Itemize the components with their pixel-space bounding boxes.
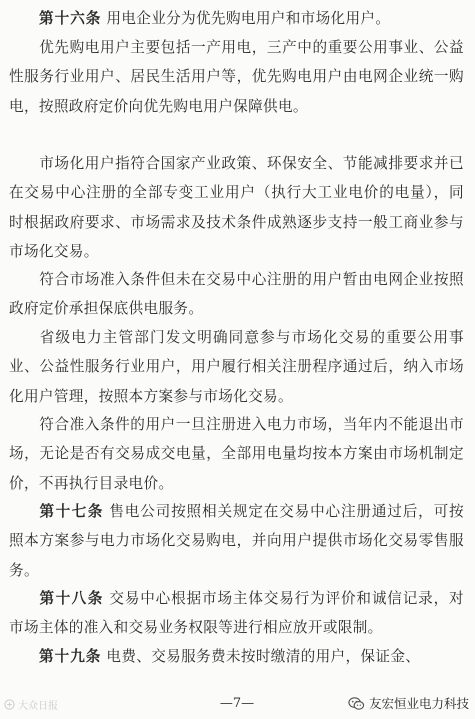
newspaper-logo-icon [4, 699, 15, 710]
paragraph-market-users [9, 149, 464, 266]
watermark-left-text: 大众日报 [18, 701, 58, 712]
paragraph-article-18 [9, 584, 464, 643]
wechat-logo-icon [348, 695, 365, 712]
paragraph-registered-users [9, 410, 464, 498]
article-number: 第十八条 [39, 590, 104, 607]
article-number: 第十九条 [39, 648, 102, 665]
paragraph-text: 符合准入条件的用户一旦注册进入电力市场，当年内不能退出市场，无论是否有交易成交电量，全部用电量均按本方案由市场机制定价，不再执行目录电价。 [9, 416, 464, 492]
article-number: 第十七条 [39, 503, 104, 520]
paragraph-text: 售电公司按照相关规定在交易中心注册通过后，可按照本方案参与电力市场化交易购电，并向用户提供市场化交易零售服务。 [9, 503, 464, 579]
article-number: 第十六条 [39, 10, 102, 27]
paragraph-text: 符合市场准入条件但未在交易中心注册的用户暂由电网企业按照政府定价承担保底供电服务。 [9, 271, 464, 318]
paragraph-public-utility-users [9, 323, 464, 411]
paragraph-text: 交易中心根据市场主体交易行为评价和诚信记录，对市场主体的准入和交易业务权限等进行相应放开或限制。 [9, 590, 464, 637]
paragraph-article-19 [9, 642, 464, 671]
paragraph-text: 用电企业分为优先购电用户和市场化用户。 [106, 10, 391, 27]
watermark-right [348, 694, 469, 712]
paragraph-article-16 [9, 4, 464, 33]
paragraph-priority-users [9, 33, 464, 121]
paragraph-text: 电费、交易服务费未按时缴清的用户，保证金、 [106, 648, 421, 665]
paragraph-text: 优先购电用户主要包括一产用电，三产中的重要公用事业、公益性服务行业用户、居民生活用户等，优先购电用户由电网企业统一购电，按照政府定价向优先购电用户保障供电。 [9, 39, 464, 115]
page-number: —7— [219, 696, 255, 711]
paragraph-text: 省级电力主管部门发文明确同意参与市场化交易的重要公用事业、公益性服务行业用户，用户履行相关注册程序通过后，纳入市场化用户管理，按照本方案参与市场化交易。 [9, 329, 464, 405]
watermark-left [4, 697, 58, 712]
watermark-right-text: 友宏恒业电力科技 [368, 696, 469, 711]
paragraph-text: 市场化用户指符合国家产业政策、环保安全、节能减排要求并已在交易中心注册的全部专变工业用户（执行大工业电价的电量），同时根据政府要求、市场需求及技术条件成熟逐步支持一般工商业参与市场化交易。 [9, 155, 464, 260]
page-footer [0, 692, 475, 719]
paragraph-article-17 [9, 497, 464, 585]
paragraph-unregistered-users [9, 265, 464, 324]
